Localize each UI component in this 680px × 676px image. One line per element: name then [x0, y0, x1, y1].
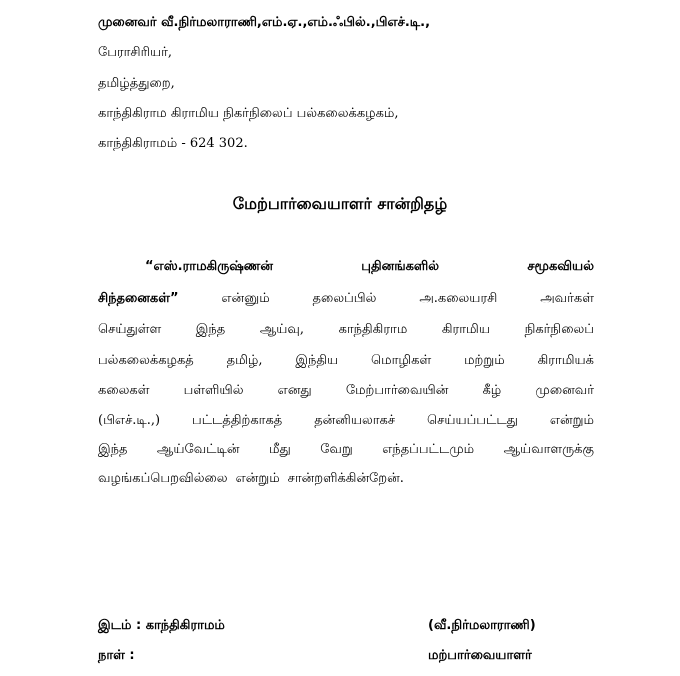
- body-word: நிகர்நிலைப்: [524, 322, 594, 337]
- body-word: ஆய்வாளருக்கு: [503, 442, 594, 457]
- body-word: அவர்கள்: [540, 291, 594, 306]
- body-word: (பிஎச்.டி.,): [98, 413, 161, 428]
- body-word: முனைவர்: [535, 383, 594, 398]
- body-word: மீது: [268, 442, 291, 457]
- body-word: இந்த: [98, 442, 128, 457]
- body-line-4: [98, 352, 594, 370]
- body-word: கிராமியக்: [537, 353, 594, 368]
- body-line-5: [98, 382, 594, 400]
- body-word: கிராமிய: [441, 322, 490, 337]
- signatory-name: (வீ.நிர்மலாராணி): [428, 618, 536, 633]
- body-word: காந்திகிராம: [338, 322, 408, 337]
- body-line-6: [98, 412, 594, 430]
- certificate-title: மேற்பார்வையாளர் சான்றிதழ்: [232, 194, 448, 213]
- body-word: ஆய்வு,: [259, 322, 304, 337]
- body-line-8: [98, 470, 594, 488]
- body-word: சிந்தனைகள்”: [98, 291, 179, 306]
- body-word: தலைப்பில்: [312, 291, 377, 306]
- place-label: இடம் : காந்திகிராமம்: [98, 618, 225, 633]
- body-word: மொழிகள்: [370, 353, 432, 368]
- body-word: சான்றளிக்கின்றேன்.: [287, 471, 404, 486]
- body-word: என்றும்: [549, 413, 594, 428]
- body-word: சமூகவியல்: [527, 259, 594, 274]
- body-word: செய்துள்ள: [98, 322, 162, 337]
- body-word: கீழ்: [482, 383, 502, 398]
- body-line-3: [98, 321, 594, 339]
- body-word: எந்தப்பட்டமும்: [382, 442, 475, 457]
- body-line-1: [145, 258, 594, 276]
- department-line: தமிழ்த்துறை,: [98, 76, 175, 91]
- body-word: வேறு: [320, 442, 353, 457]
- body-word: இந்திய: [295, 353, 339, 368]
- body-word: வழங்கப்பெறவில்லை: [98, 471, 228, 486]
- body-word: எனது: [277, 383, 312, 398]
- place-pin-line: காந்திகிராமம் - 624 302.: [98, 136, 248, 151]
- body-word: என்னும்: [221, 291, 270, 306]
- body-word: செய்யப்பட்டது: [427, 413, 518, 428]
- body-word: “எஸ்.ராமகிருஷ்ணன்: [145, 259, 273, 274]
- body-word: இந்த: [195, 322, 226, 337]
- body-line-2: [98, 290, 594, 308]
- body-word: தன்னியலாகச்: [314, 413, 396, 428]
- signatory-role: மற்பார்வையாளர்: [428, 648, 532, 663]
- institution-line: காந்திகிராம கிராமிய நிகர்நிலைப் பல்கலைக்கழகம்,: [98, 106, 399, 121]
- body-line-7: [98, 441, 594, 459]
- body-word: புதினங்களில்: [361, 259, 440, 274]
- body-word: மற்றும்: [464, 353, 505, 368]
- body-word: கலைகள்: [98, 383, 150, 398]
- supervisor-name-line: முனைவர் வீ.நிர்மலாராணி,எம்.ஏ.,எம்.ஃபில்.,பிஎச்.டி.,: [98, 15, 431, 30]
- body-word: மேற்பார்வையின்: [345, 383, 449, 398]
- body-word: பல்கலைக்கழகத்: [98, 353, 194, 368]
- body-word: அ.கலையரசி: [419, 291, 498, 306]
- body-word: தமிழ்,: [226, 353, 263, 368]
- body-word: பட்டத்திற்காகத்: [192, 413, 283, 428]
- body-word: ஆய்வேட்டின்: [156, 442, 240, 457]
- date-label: நாள் :: [98, 648, 135, 663]
- body-word: என்றும்: [235, 471, 280, 486]
- designation-line: பேராசிரியர்,: [98, 45, 173, 60]
- body-word: பள்ளியில்: [183, 383, 244, 398]
